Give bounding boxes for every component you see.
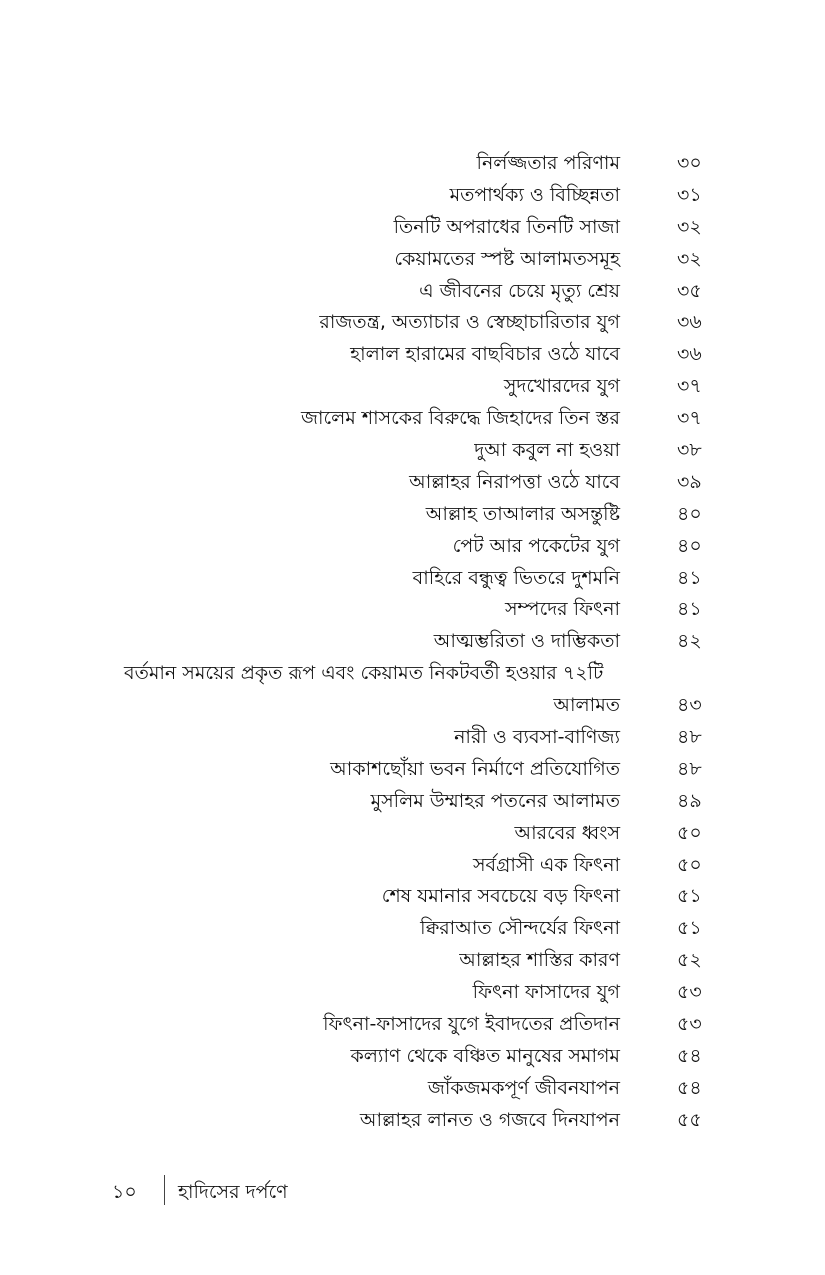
page-footer [0, 1170, 825, 1210]
toc-entry [0, 244, 825, 276]
toc-entry-title: দুআ কবুল না হওয়া [474, 439, 620, 462]
toc-entry-page: ৫২ [677, 949, 702, 972]
toc-entry [0, 499, 825, 531]
toc-entry-page: ৩৬ [677, 311, 702, 334]
toc-entry-title: সুদখোরদের যুগ [503, 375, 620, 398]
toc-entry-page: ৫০ [677, 821, 702, 844]
toc-entry-title: আকাশছোঁয়া ভবন নির্মাণে প্রতিযোগিত [330, 757, 620, 780]
table-of-contents [0, 148, 825, 1137]
toc-entry [0, 307, 825, 339]
toc-entry-page: ৫৩ [677, 981, 702, 1004]
toc-entry [0, 339, 825, 371]
toc-entry-page: ৩৯ [677, 470, 702, 493]
toc-entry-page: ৪৩ [677, 694, 702, 717]
toc-entry-title: আল্লাহর লানত ও গজবে দিনযাপন [359, 1108, 620, 1131]
toc-entry-title: বর্তমান সময়ের প্রকৃত রূপ এবং কেয়ামত নিকটবর্তী হওয়ার ৭২টি [124, 662, 604, 685]
toc-entry-title: আল্লাহর নিরাপত্তা ওঠে যাবে [409, 470, 620, 493]
toc-entry-page: ৩৭ [677, 375, 702, 398]
toc-entry-page: ৪৮ [677, 757, 702, 780]
toc-entry-page: ৫৪ [677, 1044, 702, 1067]
toc-entry-title: আরবের ধ্বংস [514, 821, 620, 844]
toc-entry-title: নির্লজ্জতার পরিণাম [476, 152, 620, 174]
toc-entry-title: আত্মম্ভরিতা ও দাম্ভিকতা [433, 630, 620, 653]
toc-entry-title: কেয়ামতের স্পষ্ট আলামতসমূহ [394, 247, 620, 270]
toc-entry-page: ৫১ [677, 917, 702, 940]
footer-divider [164, 1175, 165, 1205]
toc-entry-page: ৩৫ [677, 279, 702, 302]
toc-entry-title: বাহিরে বন্ধুত্ব ভিতরে দুশমনি [412, 566, 620, 589]
toc-entry-title: রাজতন্ত্র, অত্যাচার ও স্বেচ্ছাচারিতার যুগ [319, 311, 620, 334]
toc-entry [0, 786, 825, 818]
toc-entry-page: ৩১ [677, 183, 702, 206]
toc-entry-title: সম্পদের ফিৎনা [505, 598, 620, 621]
toc-entry-page: ৪০ [677, 502, 702, 525]
toc-entry [0, 594, 825, 626]
toc-entry [0, 467, 825, 499]
toc-entry-title: ফিৎনা-ফাসাদের যুগে ইবাদতের প্রতিদান [323, 1013, 620, 1036]
toc-entry-page: ৫১ [677, 885, 702, 908]
toc-entry-title: তিনটি অপরাধের তিনটি সাজা [393, 215, 620, 238]
toc-entry [0, 212, 825, 244]
toc-entry-page: ৩৮ [677, 439, 702, 462]
toc-entry-title: পেট আর পকেটের যুগ [452, 534, 620, 557]
toc-entry [0, 180, 825, 212]
toc-entry [0, 403, 825, 435]
toc-entry [0, 850, 825, 882]
toc-entry-page: ৪৮ [677, 726, 702, 749]
toc-entry [0, 913, 825, 945]
toc-entry-title: মুসলিম উম্মাহর পতনের আলামত [370, 789, 620, 812]
toc-entry [0, 1009, 825, 1041]
toc-entry-title: আল্লাহর শাস্তির কারণ [459, 949, 620, 972]
toc-entry [0, 435, 825, 467]
toc-entry [0, 881, 825, 913]
toc-entry [0, 626, 825, 658]
toc-entry-page: ৪২ [677, 630, 702, 653]
toc-entry-line-1 [0, 658, 825, 690]
toc-entry-page: ৪৯ [677, 789, 702, 812]
toc-entry-page: ৫৫ [677, 1108, 702, 1131]
toc-entry [0, 977, 825, 1009]
toc-entry-page: ৩৭ [677, 407, 702, 430]
toc-entry [0, 754, 825, 786]
toc-entry [0, 563, 825, 595]
toc-entry [0, 1105, 825, 1137]
toc-entry-title: এ জীবনের চেয়ে মৃত্যু শ্রেয় [419, 279, 620, 302]
toc-entry-title-continued: আলামত [553, 694, 620, 717]
toc-entry-page: ৩৬ [677, 343, 702, 366]
toc-entry-page: ৩২ [677, 247, 702, 270]
toc-entry [0, 371, 825, 403]
page-number: ১০ [112, 1181, 137, 1203]
toc-entry-title: জাঁকজমকপূর্ণ জীবনযাপন [427, 1076, 620, 1099]
toc-entry-page: ৩০ [677, 152, 702, 174]
running-book-title: হাদিসের দর্পণে [178, 1181, 288, 1203]
toc-entry-title: জালেম শাসকের বিরুদ্ধে জিহাদের তিন স্তর [300, 407, 620, 430]
toc-entry-page: ৫৪ [677, 1076, 702, 1099]
toc-entry [0, 945, 825, 977]
toc-entry [0, 276, 825, 308]
toc-entry-title: শেষ যমানার সবচেয়ে বড় ফিৎনা [381, 885, 620, 908]
toc-entry [0, 148, 825, 180]
toc-entry-page: ৪১ [677, 598, 702, 621]
toc-entry-title: সর্বগ্রাসী এক ফিৎনা [472, 853, 620, 876]
toc-entry [0, 722, 825, 754]
toc-entry-page: ৪১ [677, 566, 702, 589]
toc-entry-title: মতপার্থক্য ও বিচ্ছিন্নতা [449, 183, 620, 206]
toc-entry [0, 1041, 825, 1073]
toc-entry-line-2 [0, 690, 825, 722]
toc-entry-title: কল্যাণ থেকে বঞ্চিত মানুষের সমাগম [350, 1044, 620, 1067]
toc-entry-title: হালাল হারামের বাছবিচার ওঠে যাবে [350, 343, 620, 366]
toc-entry [0, 818, 825, 850]
toc-entry-title: আল্লাহ তাআলার অসন্তুষ্টি [425, 502, 620, 525]
toc-entry-title: ফিৎনা ফাসাদের যুগ [472, 981, 620, 1004]
toc-entry-page: ৫০ [677, 853, 702, 876]
toc-entry [0, 531, 825, 563]
toc-entry-page: ৫৩ [677, 1013, 702, 1036]
toc-entry-page: ৩২ [677, 215, 702, 238]
toc-entry [0, 1073, 825, 1105]
toc-entry-page: ৪০ [677, 534, 702, 557]
toc-entry-title: ক্বিরাআত সৌন্দর্যের ফিৎনা [420, 917, 620, 940]
toc-entry-title: নারী ও ব্যবসা-বাণিজ্য [454, 726, 620, 749]
